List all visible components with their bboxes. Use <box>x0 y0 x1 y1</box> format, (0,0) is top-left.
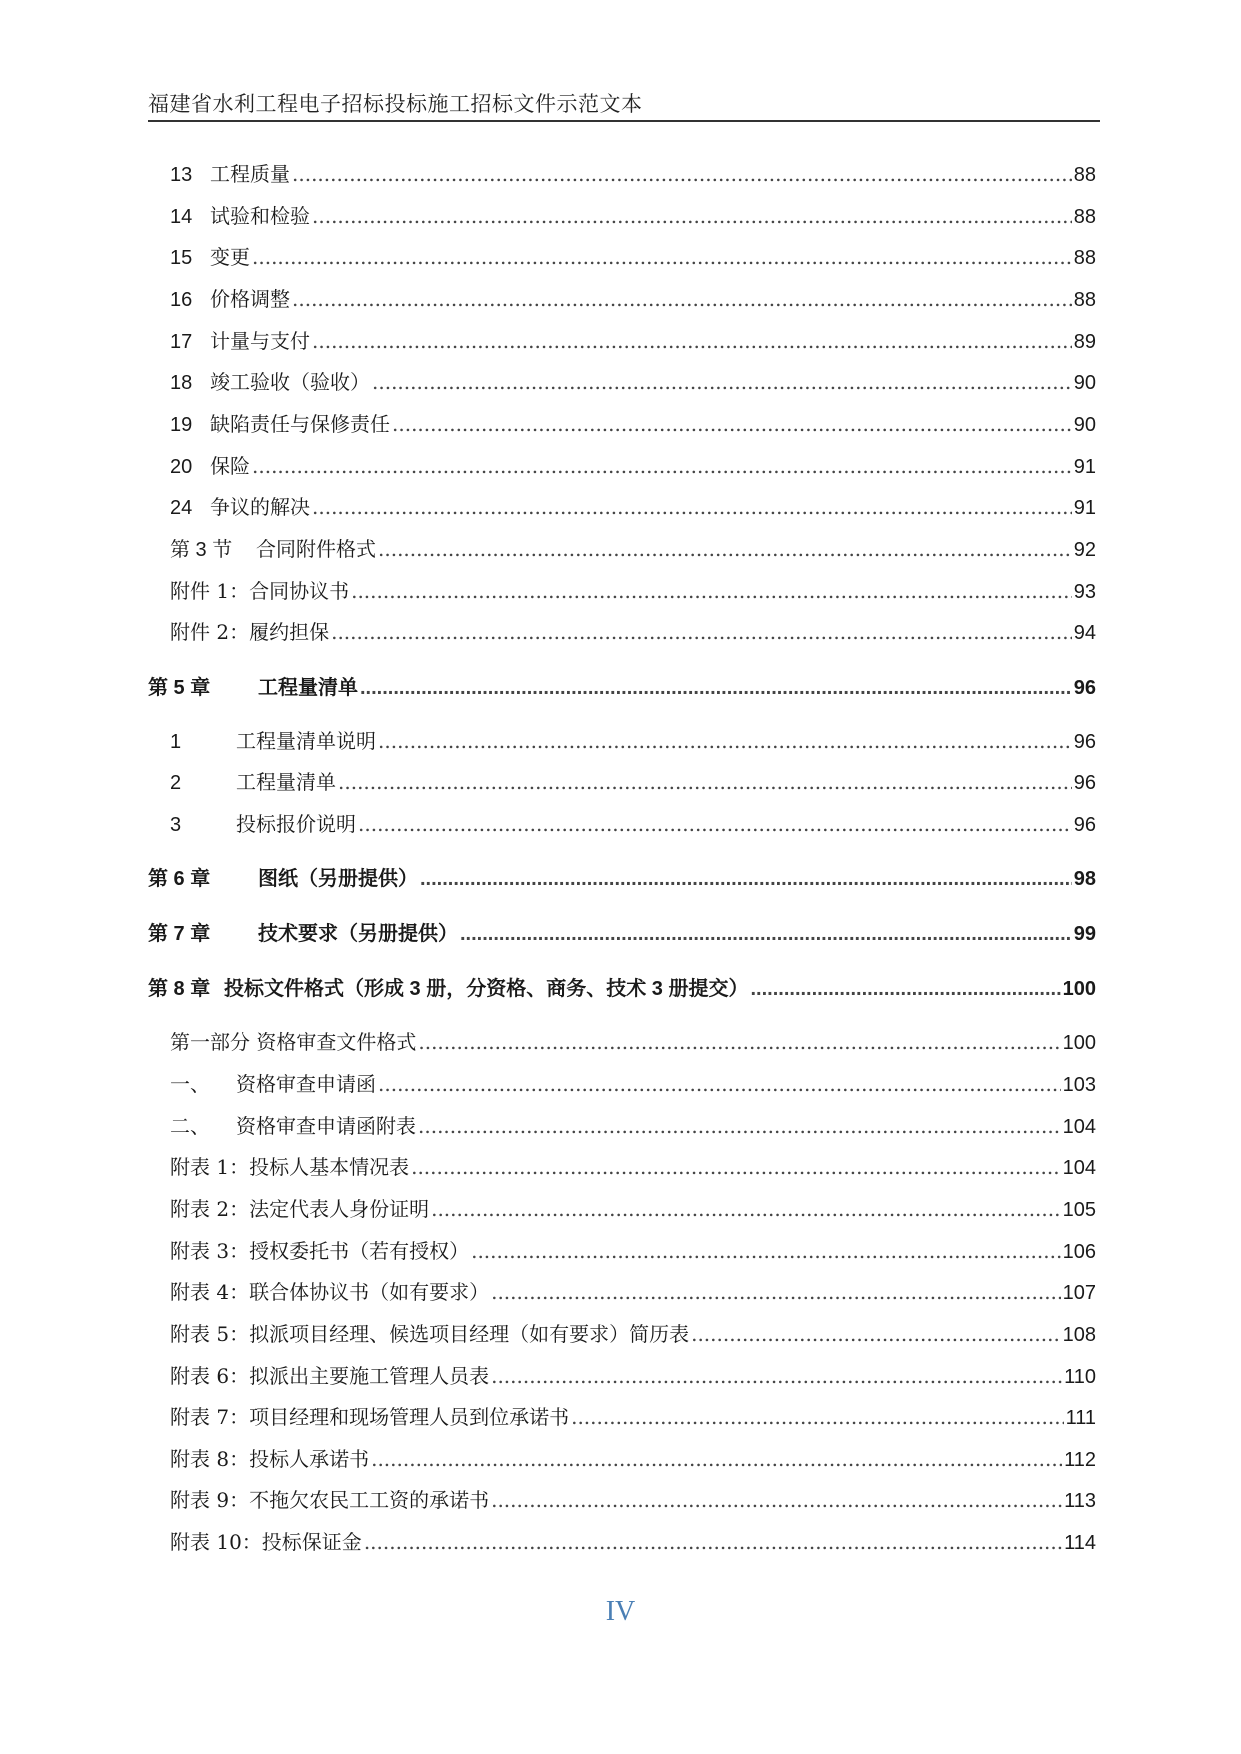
dot-leader <box>292 162 1072 186</box>
toc-entry[interactable] <box>170 1484 1096 1514</box>
toc-entry-page: 96 <box>1073 814 1096 836</box>
dot-leader <box>411 1155 1061 1179</box>
toc-chapter[interactable] <box>148 972 1096 1002</box>
toc-entry[interactable] <box>170 766 1096 796</box>
toc-entry-page: 112 <box>1064 1449 1096 1471</box>
toc-entry[interactable] <box>170 1526 1096 1556</box>
toc-entry-number: 13 <box>170 164 193 186</box>
dot-leader <box>292 287 1072 311</box>
toc-entry-title: 工程质量 <box>210 162 290 186</box>
toc-entry-title: 附表 1：投标人基本情况表 <box>170 1155 410 1179</box>
toc-entry[interactable] <box>170 1026 1096 1056</box>
toc-entry-number: 24 <box>170 497 193 519</box>
toc-entry-page: 114 <box>1064 1532 1096 1554</box>
toc-entry-title: 合同附件格式 <box>256 537 376 561</box>
dot-leader <box>691 1322 1061 1346</box>
toc-entry-page: 96 <box>1073 772 1096 794</box>
toc-entry[interactable] <box>170 1360 1096 1390</box>
toc-entry-title: 资格审查申请函 <box>236 1072 376 1096</box>
dot-leader <box>750 978 1060 1001</box>
dot-leader <box>331 620 1072 644</box>
toc-entry-page: 88 <box>1073 289 1096 311</box>
toc-entry-page: 89 <box>1073 331 1096 353</box>
dot-leader <box>378 729 1072 753</box>
toc-entry[interactable] <box>170 1401 1096 1431</box>
toc-chapter[interactable] <box>148 917 1096 947</box>
toc-entry[interactable] <box>170 1443 1096 1473</box>
toc-entry-page: 110 <box>1064 1366 1096 1388</box>
toc-entry-title: 工程量清单 <box>236 770 336 794</box>
toc-entry-title: 第一部分 资格审查文件格式 <box>170 1030 417 1054</box>
toc-chapter-title: 图纸（另册提供） <box>258 868 418 890</box>
dot-leader <box>471 1239 1061 1263</box>
toc-entry[interactable] <box>170 408 1096 438</box>
dot-leader <box>378 1072 1061 1096</box>
toc-entry[interactable] <box>170 1318 1096 1348</box>
toc-chapter-title: 技术要求（另册提供） <box>258 923 458 945</box>
dot-leader <box>312 495 1072 519</box>
toc-entry-number: 20 <box>170 456 193 478</box>
dot-leader <box>372 370 1072 394</box>
toc-entry[interactable] <box>170 808 1096 838</box>
toc-entry-title: 价格调整 <box>210 287 290 311</box>
toc-entry-number: 第 3 节 <box>170 539 233 561</box>
toc-entry-title: 资格审查申请函附表 <box>236 1114 416 1138</box>
toc-entry-page: 105 <box>1062 1199 1096 1221</box>
toc-entry[interactable] <box>170 1193 1096 1223</box>
toc-entry-page: 108 <box>1062 1324 1096 1346</box>
toc-entry[interactable] <box>170 283 1096 313</box>
toc-entry-number: 14 <box>170 206 193 228</box>
toc-entry-page: 92 <box>1073 539 1096 561</box>
toc-entry[interactable] <box>170 325 1096 355</box>
toc-entry-page: 107 <box>1062 1282 1096 1304</box>
toc-entry-title: 附表 7：项目经理和现场管理人员到位承诺书 <box>170 1405 570 1429</box>
toc-entry-page: 88 <box>1073 247 1096 269</box>
toc-chapter-page: 98 <box>1073 868 1096 890</box>
toc-chapter[interactable] <box>148 671 1096 701</box>
toc-entry-title: 竣工验收（验收） <box>210 370 370 394</box>
toc-entry-title: 附表 5：拟派项目经理、候选项目经理（如有要求）简历表 <box>170 1322 690 1346</box>
dot-leader <box>364 1530 1062 1554</box>
toc-chapter-page: 99 <box>1073 923 1096 945</box>
toc-entry[interactable] <box>170 1110 1096 1140</box>
dot-leader <box>431 1197 1061 1221</box>
toc-chapter-title: 工程量清单 <box>258 677 358 699</box>
dot-leader <box>418 1114 1061 1138</box>
toc-entry-number: 17 <box>170 331 193 353</box>
toc-entry-title: 附表 9：不拖欠农民工工资的承诺书 <box>170 1488 490 1512</box>
toc-entry-title: 附表 10：投标保证金 <box>170 1530 362 1554</box>
dot-leader <box>351 579 1072 603</box>
toc-entry-number: 3 <box>170 814 182 836</box>
toc-entry[interactable] <box>170 1068 1096 1098</box>
document-title: 福建省水利工程电子招标投标施工招标文件示范文本 <box>148 92 643 116</box>
toc-entry-title: 计量与支付 <box>210 329 310 353</box>
toc-entry-page: 106 <box>1062 1241 1096 1263</box>
toc-entry-page: 88 <box>1073 206 1096 228</box>
toc-entry-title: 附表 6：拟派出主要施工管理人员表 <box>170 1364 490 1388</box>
dot-leader <box>460 923 1072 946</box>
toc-entry-title: 附件 2：履约担保 <box>170 620 330 644</box>
dot-leader <box>312 204 1072 228</box>
toc-entry-number: 二、 <box>170 1116 210 1138</box>
toc-entry-number: 2 <box>170 772 182 794</box>
toc-entry-title: 试验和检验 <box>210 204 310 228</box>
toc-chapter-number: 第 6 章 <box>148 868 211 890</box>
toc-entry[interactable] <box>170 725 1096 755</box>
toc-entry-title: 缺陷责任与保修责任 <box>210 412 390 436</box>
toc-entry[interactable] <box>170 533 1096 563</box>
toc-entry[interactable] <box>170 575 1096 605</box>
toc-entry[interactable] <box>170 491 1096 521</box>
toc-entry-title: 附件 1：合同协议书 <box>170 579 350 603</box>
page-number: IV <box>605 1596 636 1627</box>
toc-chapter-number: 第 5 章 <box>148 677 211 699</box>
dot-leader <box>571 1405 1064 1429</box>
dot-leader <box>312 329 1072 353</box>
dot-leader <box>491 1364 1062 1388</box>
dot-leader <box>378 537 1072 561</box>
toc-entry-page: 96 <box>1073 731 1096 753</box>
dot-leader <box>491 1488 1062 1512</box>
dot-leader <box>371 1447 1062 1471</box>
toc-entry-page: 90 <box>1073 414 1096 436</box>
toc-chapter-number: 第 8 章 <box>148 978 211 1000</box>
toc-entry-page: 104 <box>1062 1116 1096 1138</box>
toc-entry-title: 保险 <box>210 454 250 478</box>
toc-entry[interactable] <box>170 1276 1096 1306</box>
toc-entry-title: 附表 8：投标人承诺书 <box>170 1447 370 1471</box>
toc-entry-title: 附表 2：法定代表人身份证明 <box>170 1197 430 1221</box>
dot-leader <box>392 412 1072 436</box>
toc-entry-page: 94 <box>1073 622 1096 644</box>
dot-leader <box>338 770 1072 794</box>
toc-entry-page: 100 <box>1062 1032 1096 1054</box>
toc-entry-number: 18 <box>170 372 193 394</box>
toc-entry-page: 91 <box>1073 497 1096 519</box>
dot-leader <box>418 1030 1060 1054</box>
toc-chapter[interactable] <box>148 862 1096 892</box>
dot-leader <box>360 677 1072 700</box>
dot-leader <box>420 868 1072 891</box>
toc-entry-title: 投标报价说明 <box>236 812 356 836</box>
toc-entry-page: 103 <box>1062 1074 1096 1096</box>
toc-entry[interactable] <box>170 1235 1096 1265</box>
toc-entry-number: 16 <box>170 289 193 311</box>
toc-entry-page: 90 <box>1073 372 1096 394</box>
toc-entry-number: 19 <box>170 414 193 436</box>
toc-entry-title: 变更 <box>210 245 250 269</box>
toc-entry-page: 91 <box>1073 456 1096 478</box>
toc-entry-title: 工程量清单说明 <box>236 729 376 753</box>
toc-entry[interactable] <box>170 241 1096 271</box>
toc-entry-number: 15 <box>170 247 193 269</box>
toc-entry[interactable] <box>170 366 1096 396</box>
toc-entry-number: 1 <box>170 731 182 753</box>
dot-leader <box>252 454 1072 478</box>
toc-chapter-title: 投标文件格式（形成 3 册，分资格、商务、技术 3 册提交） <box>224 978 749 1000</box>
dot-leader <box>358 812 1072 836</box>
toc-chapter-number: 第 7 章 <box>148 923 211 945</box>
toc-entry-page: 88 <box>1073 164 1096 186</box>
toc-entry[interactable] <box>170 450 1096 480</box>
toc-entry-page: 104 <box>1062 1157 1096 1179</box>
toc-entry-title: 附表 4：联合体协议书（如有要求） <box>170 1280 490 1304</box>
toc-entry-number: 一、 <box>170 1074 210 1096</box>
toc-entry-title: 附表 3：授权委托书（若有授权） <box>170 1239 470 1263</box>
toc-chapter-page: 96 <box>1073 677 1096 699</box>
toc-entry[interactable] <box>170 1151 1096 1181</box>
toc-entry-page: 93 <box>1073 581 1096 603</box>
toc-chapter-page: 100 <box>1062 978 1096 1000</box>
toc-entry-page: 111 <box>1065 1407 1096 1429</box>
toc-entry[interactable] <box>170 616 1096 646</box>
toc-entry[interactable] <box>170 200 1096 230</box>
toc-entry-title: 争议的解决 <box>210 495 310 519</box>
toc-entry[interactable] <box>170 158 1096 188</box>
dot-leader <box>491 1280 1061 1304</box>
toc-entry-page: 113 <box>1064 1490 1096 1512</box>
dot-leader <box>252 245 1072 269</box>
